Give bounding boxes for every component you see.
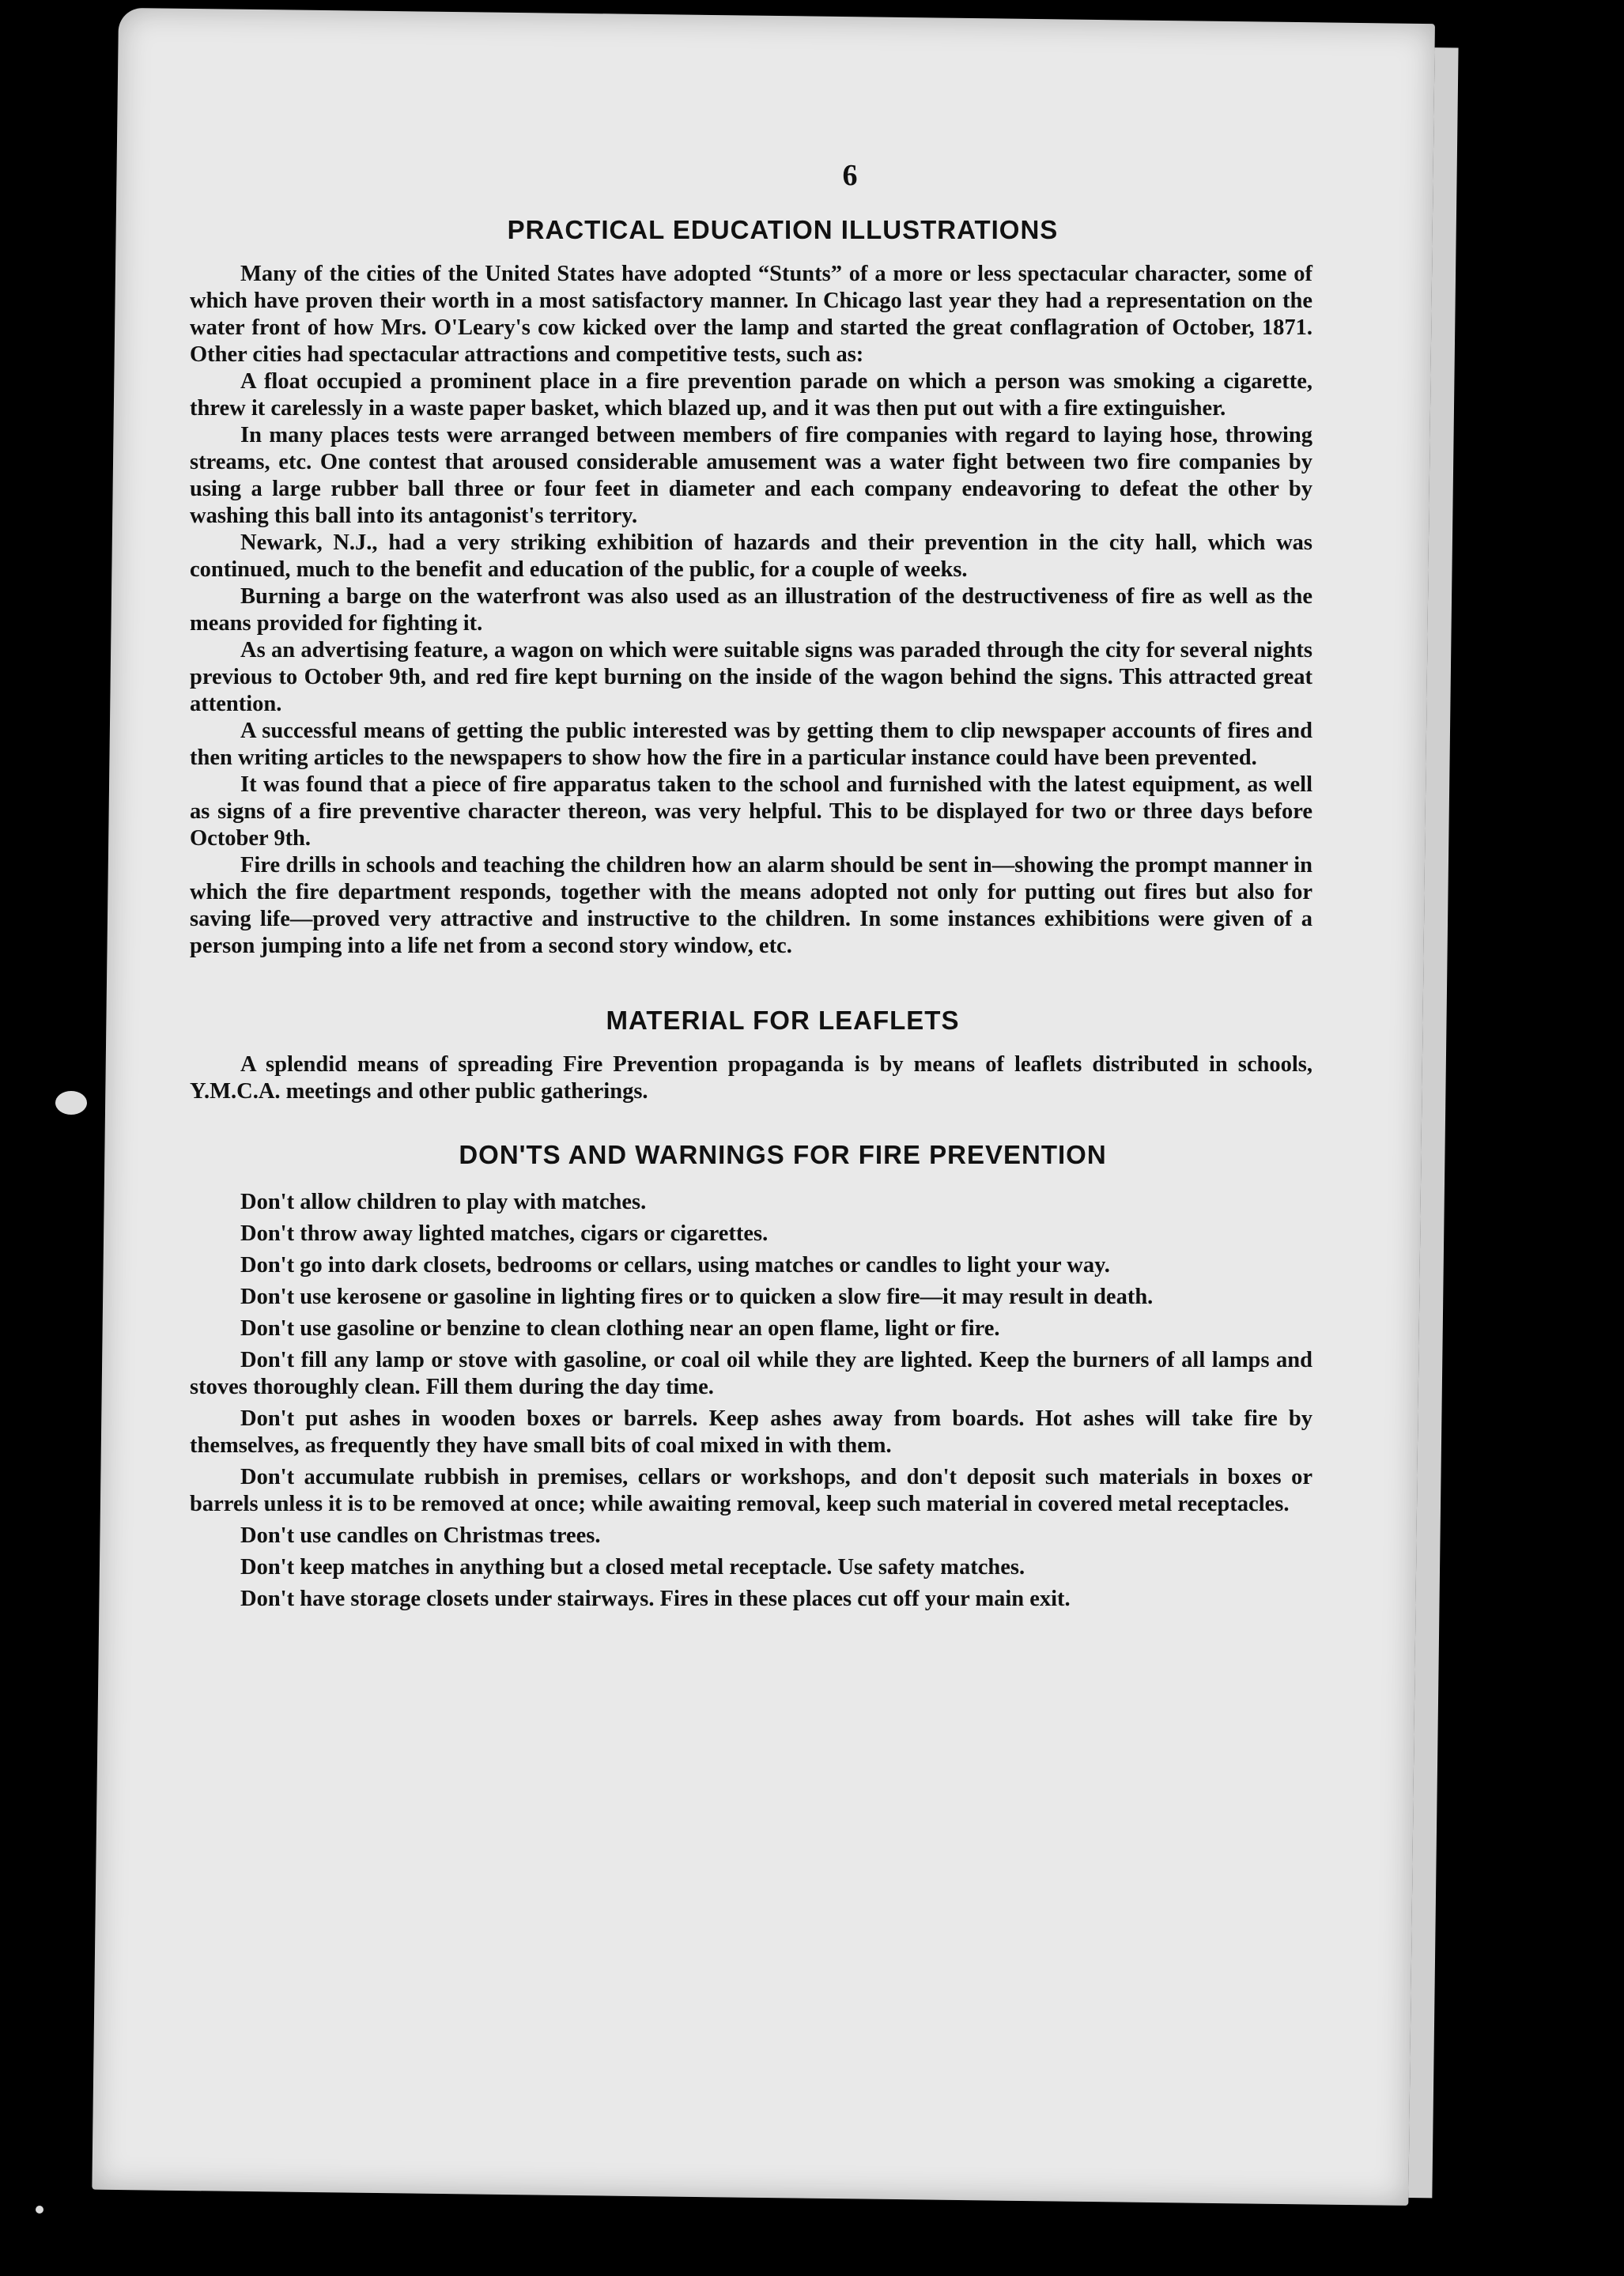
page-edge (1408, 47, 1458, 2198)
paragraph: Don't use gasoline or benzine to clean clothing near an open flame, light or fire. (240, 1316, 1000, 1341)
paragraph: In many places tests were arranged between members of fire companies with regard to laying hose, throwing streams, etc. One contest that aroused considerable amusement was a water fight between two fire companies by using a large rubber ball three or four feet in diameter and each company endeavoring to defeat the other by washing this ball into its antagonist's territory. (190, 423, 1312, 528)
scan-speck (55, 1091, 87, 1115)
paragraph: Fire drills in schools and teaching the children how an alarm should be sent in—showing the prompt manner in which the fire department responds, together with the means adopted not only for putting out fires but also for saving life—proved very attractive and instructive to the children. In some instances exhibitions were given of a person jumping into a life net from a second story window, etc. (190, 853, 1312, 958)
section-leaflets (190, 1006, 1312, 1105)
paragraph: Don't go into dark closets, bedrooms or cellars, using matches or candles to light your way. (240, 1253, 1110, 1278)
paragraph: Don't throw away lighted matches, cigars or cigarettes. (240, 1221, 769, 1246)
section-body (190, 1051, 1312, 1105)
paragraph: Don't accumulate rubbish in premises, cellars or workshops, and don't deposit such materials in boxes or barrels unless it is to be removed at once; while awaiting removal, keep such material in covered metal receptacles. (190, 1465, 1312, 1516)
paragraph: Don't put ashes in wooden boxes or barrels. Keep ashes away from boards. Hot ashes will take fire by themselves, as frequently they have small bits of coal mixed in with them. (190, 1406, 1312, 1458)
paragraph: Burning a barge on the waterfront was also used as an illustration of the destructiveness of fire as well as the means provided for fighting it. (190, 584, 1312, 636)
page-number: 6 (842, 159, 858, 192)
section-heading: DON'TS AND WARNINGS FOR FIRE PREVENTION (459, 1140, 1107, 1169)
section-donts-warnings (190, 1140, 1312, 1613)
paragraph: Don't keep matches in anything but a closed metal receptacle. Use safety matches. (240, 1555, 1025, 1580)
paragraph: Don't use candles on Christmas trees. (240, 1523, 601, 1548)
paragraph: It was found that a piece of fire apparatus taken to the school and furnished with the latest equipment, as well as signs of a fire preventive character thereon, was very helpful. This to be displayed for two or three days before October 9th. (190, 772, 1312, 851)
paragraph: Don't have storage closets under stairways. Fires in these places cut off your main exit. (240, 1587, 1071, 1611)
paragraph: A float occupied a prominent place in a fire prevention parade on which a person was smoking a cigarette, threw it carelessly in a waste paper basket, which blazed up, and it was then put out with a fire extinguisher. (190, 369, 1312, 421)
section-heading: MATERIAL FOR LEAFLETS (606, 1006, 960, 1035)
section-body (190, 261, 1312, 960)
page-content (190, 158, 1312, 1617)
paragraph: Don't fill any lamp or stove with gasoline, or coal oil while they are lighted. Keep the burners of all lamps and stoves thoroughly clean. Fill them during the day time. (190, 1348, 1312, 1399)
section-heading: PRACTICAL EDUCATION ILLUSTRATIONS (507, 215, 1059, 244)
paragraph: Don't allow children to play with matches. (240, 1190, 647, 1214)
paragraph: A splendid means of spreading Fire Prevention propaganda is by means of leaflets distributed in schools, Y.M.C.A. meetings and other public gatherings. (190, 1052, 1312, 1104)
scan-speck (36, 2206, 43, 2214)
paragraph: Many of the cities of the United States have adopted “Stunts” of a more or less spectacular character, some of which have proven their worth in a most satisfactory manner. In Chicago last year they had a representation on the water front of how Mrs. O'Leary's cow kicked over the lamp and started the great conflagration of October, 1871. Other cities had spectacular attractions and competitive tests, such as: (190, 262, 1312, 367)
paragraph: Newark, N.J., had a very striking exhibition of hazards and their prevention in the city hall, which was continued, much to the benefit and education of the public, for a couple of weeks. (190, 530, 1312, 582)
paragraph: Don't use kerosene or gasoline in lighting fires or to quicken a slow fire—it may result in death. (240, 1285, 1154, 1309)
section-practical-education (190, 215, 1312, 960)
paragraph: A successful means of getting the public interested was by getting them to clip newspaper accounts of fires and then writing articles to the newspapers to show how the fire in a particular instance could have been prevented. (190, 719, 1312, 770)
paragraph: As an advertising feature, a wagon on which were suitable signs was paraded through the city for several nights previous to October 9th, and red fire kept burning on the inside of the wagon behind the signs. This attracted great attention. (190, 638, 1312, 716)
section-body (190, 1189, 1312, 1613)
